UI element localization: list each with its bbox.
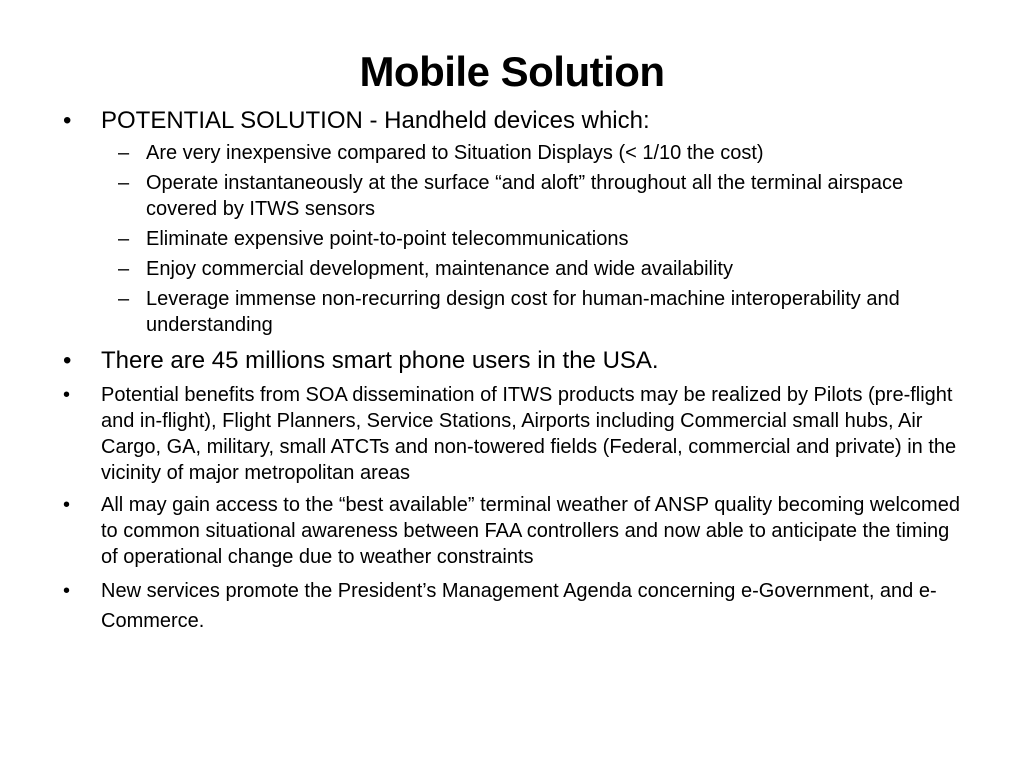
dash-marker: –	[118, 258, 130, 280]
dash-marker: –	[118, 228, 130, 250]
bullet-marker: •	[63, 580, 71, 602]
dash-marker: –	[118, 142, 130, 164]
slide-title: Mobile Solution	[359, 48, 665, 95]
sub-bullet-text: Enjoy commercial development, maintenance and wide availability	[146, 258, 733, 280]
bullet-marker: •	[63, 347, 72, 374]
bullet-potential-benefits	[55, 382, 970, 486]
bullet-potential-solution	[55, 106, 970, 136]
sub-bullet-inexpensive	[55, 140, 970, 166]
bullet-new-services	[55, 576, 970, 636]
slide-content	[55, 106, 970, 636]
dash-marker: –	[118, 172, 130, 194]
sub-bullet-text: Are very inexpensive compared to Situation Displays (< 1/10 the cost)	[146, 142, 764, 164]
sub-bullet-text: Leverage immense non-recurring design cost for human-machine interoperability and understanding	[146, 288, 900, 336]
bullet-text: New services promote the President’s Management Agenda concerning e-Government, and e-Commerce.	[101, 580, 937, 632]
sub-bullet-text: Eliminate expensive point-to-point telecommunications	[146, 228, 629, 250]
sub-bullet-operate	[55, 170, 970, 222]
bullet-text: Potential benefits from SOA dissemination of ITWS products may be realized by Pilots (pre-flight and in-flight), Flight Planners, Service Stations, Airports including Commercial small hubs, Air Cargo, GA, military, small ATCTs and non-towered fields (Federal, commercial and private) in the vicinity of major metropolitan areas	[101, 384, 957, 484]
sub-bullet-enjoy	[55, 256, 970, 282]
bullet-marker: •	[63, 107, 72, 134]
bullet-text: All may gain access to the “best available” terminal weather of ANSP quality becoming welcomed to common situational awareness between FAA controllers and now able to anticipate the timing of operational change due to weather constraints	[101, 494, 960, 568]
sub-bullet-leverage	[55, 286, 970, 338]
sub-bullet-text: Operate instantaneously at the surface “and aloft” throughout all the terminal airspace covered by ITWS sensors	[146, 172, 904, 220]
sub-bullet-eliminate	[55, 226, 970, 252]
bullet-marker: •	[63, 494, 71, 516]
bullet-text: POTENTIAL SOLUTION - Handheld devices which:	[101, 107, 650, 134]
bullet-smart-phone-users	[55, 346, 970, 376]
dash-marker: –	[118, 288, 130, 310]
bullet-text: There are 45 millions smart phone users in the USA.	[101, 347, 659, 374]
bullet-access	[55, 492, 970, 570]
bullet-marker: •	[63, 384, 71, 406]
